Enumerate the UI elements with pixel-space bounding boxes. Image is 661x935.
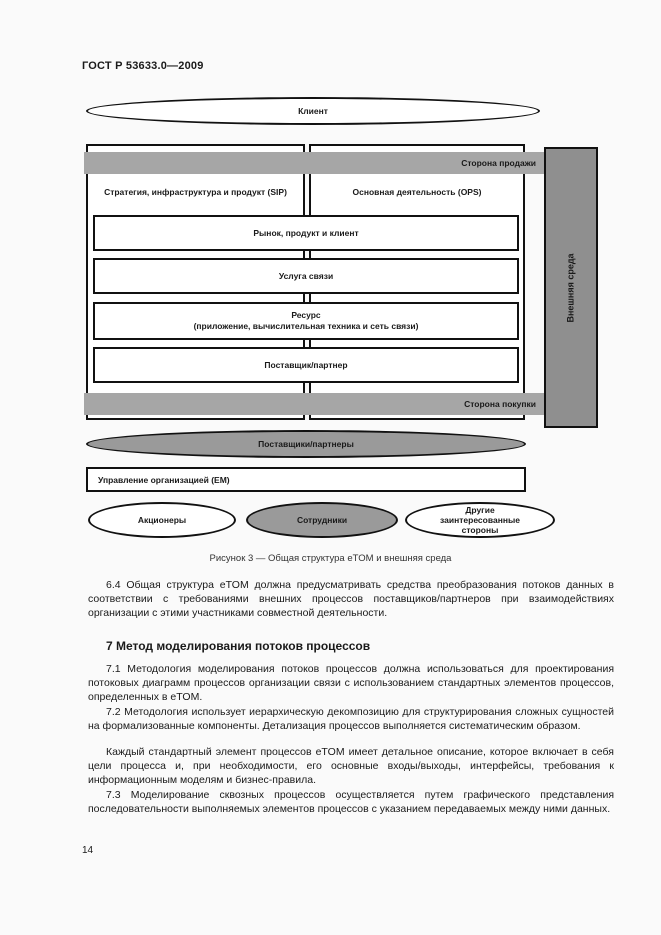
paragraph-7-2b: Каждый стандартный элемент процессов eTOM имеет детальное описание, которое включает в себя цели процесса и, при необходимости, его основные входы/выходы, интерфейсы, требования к информационным моделям и бизнес-правила.	[88, 746, 614, 786]
external-environment-label: Внешняя среда	[566, 252, 577, 323]
paragraph-7-3: 7.3 Моделирование сквозных процессов осуществляется путем графического представления последовательности выполняемых элементов процессов с указанием передаваемых между ними данных.	[88, 789, 614, 815]
employees-label: Сотрудники	[296, 515, 348, 525]
section-7-title: 7 Метод моделирования потоков процессов	[106, 639, 371, 653]
box-label: Ресурс	[291, 310, 321, 320]
shareholders-label: Акционеры	[137, 515, 187, 525]
paragraph-6-4: 6.4 Общая структура eTOM должна предусматривать средства преобразования потоков данных в соответствии с требованиями внешних процессов поставщиков/партнеров при взаимодействиях организации с этими участниками совместной деятельности.	[88, 579, 614, 619]
employees-ellipse	[246, 502, 398, 538]
service-box	[93, 258, 519, 294]
external-environment-block	[544, 147, 598, 428]
box-sublabel: (приложение, вычислительная техника и сеть связи)	[193, 321, 419, 331]
figure-caption: Рисунок 3 — Общая структура eTOM и внешняя среда	[209, 553, 452, 564]
paragraph-7-2: 7.2 Методология использует иерархическую декомпозицию для структурирования сложных сущностей на формализованные компоненты. Детализация процессов выполняется систематическим образом.	[88, 706, 614, 732]
page-number: 14	[82, 845, 94, 856]
purchase-side-label: Сторона покупки	[464, 399, 536, 409]
sales-side-label: Сторона продажи	[461, 158, 536, 168]
box-label: Услуга связи	[278, 270, 334, 281]
box-label: Поставщик/партнер	[264, 359, 348, 370]
client-ellipse	[86, 97, 540, 125]
enterprise-management-label: Управление организацией (EM)	[98, 474, 230, 485]
document-header: ГОСТ Р 53633.0—2009	[82, 60, 204, 72]
purchase-side-band	[84, 393, 544, 415]
supplier-partner-box	[93, 347, 519, 383]
box-label: Рынок, продукт и клиент	[253, 227, 359, 238]
client-label: Клиент	[298, 106, 328, 116]
paragraph-7-1: 7.1 Методология моделирования потоков процессов должна использоваться для проектирования потоковых диаграмм процессов организации связи с использованием стандартных элементов процессов, определенных в eTOM.	[88, 663, 614, 703]
sales-side-band	[84, 152, 544, 174]
suppliers-partners-label: Поставщики/партнеры	[258, 439, 354, 449]
suppliers-partners-ellipse	[86, 430, 526, 458]
shareholders-ellipse	[88, 502, 236, 538]
resource-box	[93, 302, 519, 340]
ops-column-title: Основная деятельность (OPS)	[352, 187, 482, 197]
sip-column-title: Стратегия, инфраструктура и продукт (SIP)	[104, 187, 287, 197]
enterprise-management-box	[86, 467, 526, 492]
other-stakeholders-label: Другие заинтересованные стороны	[440, 505, 520, 535]
other-stakeholders-ellipse	[405, 502, 555, 538]
market-product-customer-box	[93, 215, 519, 251]
